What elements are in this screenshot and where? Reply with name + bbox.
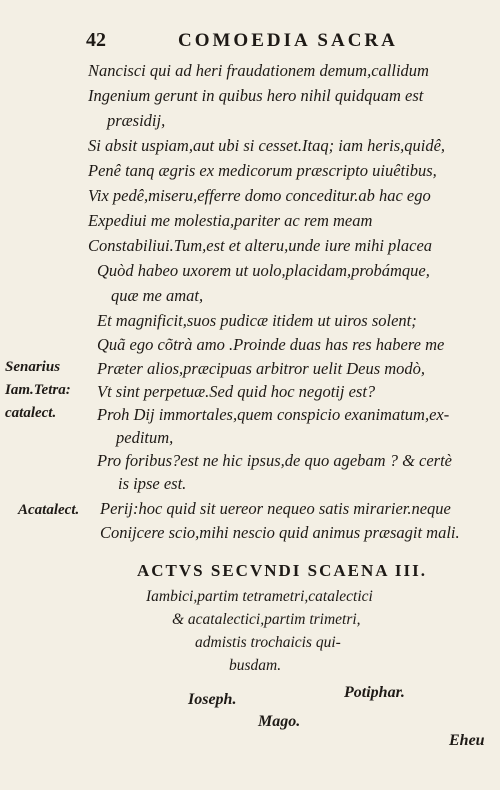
text-line: Vix pedê,miseru,efferre domo conceditur.ab hac ego <box>88 186 431 205</box>
meter-note-line: Iambici,partim tetrametri,catalectici <box>146 588 373 605</box>
meter-note-line: admistis trochaicis qui- <box>195 634 341 651</box>
text-line: Quòd habeo uxorem ut uolo,placidam,probámque, <box>97 261 430 280</box>
meter-note-line: busdam. <box>229 657 282 674</box>
text-line: Pro foribus?est ne hic ipsus,de quo agebam ? & certè <box>97 451 453 470</box>
margin-note: catalect. <box>5 405 57 421</box>
margin-note: Iam.Tetra: <box>5 382 71 398</box>
text-line: Nancisci qui ad heri fraudationem demum,callidum <box>88 61 429 80</box>
text-line: Quã ego cõtrà amo .Proinde duas has res habere me <box>97 335 445 354</box>
text-line: Expediui me molestia,pariter ac rem meam <box>88 211 373 230</box>
text-line: Proh Dij immortales,quem conspicio exanimatum,ex- <box>97 405 450 424</box>
text-line: quæ me amat, <box>111 286 204 305</box>
text-line: Penê tanq ægris ex medicorum præscripto uiuêtibus, <box>88 161 437 180</box>
text-line: peditum, <box>116 428 174 447</box>
catchword: Eheu <box>449 732 485 749</box>
text-line: præsidij, <box>107 111 166 130</box>
text-line: Conijcere scio,mihi nescio quid animus præsagit mali. <box>100 523 460 542</box>
text-line: Præter alios,præcipuas arbitror uelit Deus modò, <box>97 359 426 378</box>
character-name: Mago. <box>258 713 301 730</box>
text-line: Si absit uspiam,aut ubi si cesset.Itaq; iam heris,quidê, <box>88 136 446 155</box>
text-line: is ipse est. <box>118 474 187 493</box>
meter-note-line: & acatalectici,partim trimetri, <box>172 611 361 628</box>
text-line: Et magnificit,suos pudicæ itidem ut uiros solent; <box>97 311 417 330</box>
margin-note: Senarius <box>5 359 61 375</box>
character-name: Potiphar. <box>344 684 405 701</box>
character-name: Ioseph. <box>188 691 237 708</box>
act-heading: ACTVS SECVNDI SCAENA III. <box>137 561 427 580</box>
text-line: Ingenium gerunt in quibus hero nihil quidquam est <box>88 86 424 105</box>
text-line: Perij:hoc quid sit uereor nequeo satis mirarier.neque <box>100 499 451 518</box>
page-number: 42 <box>86 29 106 51</box>
margin-note: Acatalect. <box>18 502 80 518</box>
running-title: COMOEDIA SACRA <box>178 30 398 51</box>
text-line: Constabiliui.Tum,est et alteru,unde iure mihi placea <box>88 236 433 255</box>
text-line: Vt sint perpetuæ.Sed quid hoc negotij est? <box>97 382 376 401</box>
